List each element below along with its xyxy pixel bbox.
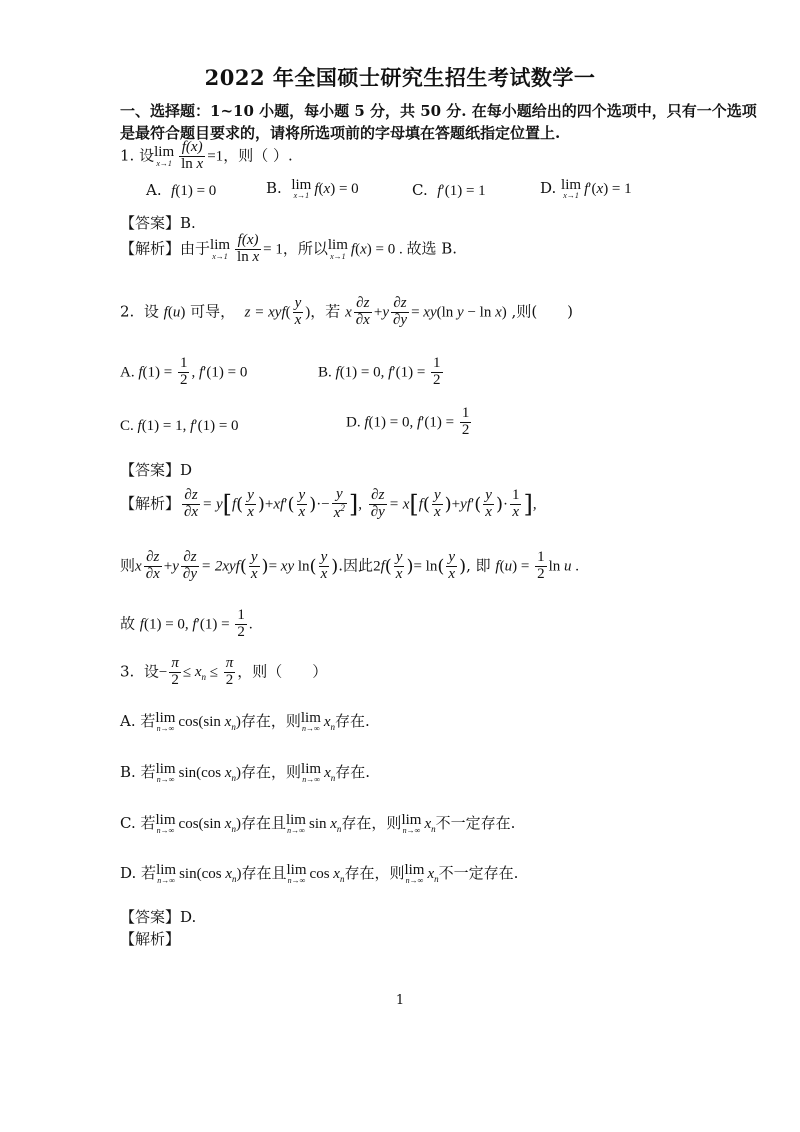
question-3-option-c[interactable]: C. 若lim n→∞ cos(sin $x_n$)存在且lim n→∞ $\sin x_n$存在，则lim n→∞ $x_n$不一定存在. [120,812,516,836]
answer-label: 【答案】 [120,214,181,232]
analysis-label: 【解析】 [120,930,181,948]
question-1-stem: 1. 设lim x→1 $\frac{f(x)}{\text{ln x}}$ =1，则（ ）. [120,139,293,172]
question-3-option-a[interactable]: A. 若lim n→∞ cos(sin $x_n$)存在，则lim n→∞ $x_n$存在. [120,710,370,734]
question-3-option-b[interactable]: B. 若lim n→∞ sin(cos $x_n$)存在，则lim n→∞ $x_n$存在. [120,761,371,785]
question-2-option-a[interactable]: A. f(1) = $\frac{1}{2}$ , f′(1) = 0 [120,355,248,388]
question-3-stem: 3. 设− $\frac{\pi}{2}$ ≤ $x_n$ ≤ $\frac{\pi}{2}$ ，则（ ） [120,655,328,688]
question-1-number: 1. [120,146,135,165]
question-1-option-c[interactable]: C. f′(1) = 1 [412,181,486,199]
question-3-analysis [120,928,180,949]
analysis-label: 【解析】 [120,239,181,258]
question-3-option-d[interactable]: D. 若lim n→∞ sin(cos $x_n$)存在且lim n→∞ $\cos x_n$存在，则lim n→∞ $x_n$不一定存在. [120,862,519,886]
question-1-analysis: 【解析】由于lim x→1 $\frac{f(x)}{\text{ln x}}$ = 1，所以lim x→1 f(x) = 0 . 故选 B. [120,232,458,265]
question-2-stem: 2. 设 f(u) 可导， z = xyf( $\frac{y}{x}$ )，若 x $\frac{\partial z}{\partial x}$ +y $\frac{\partial z}{\partial y}$ = xy(ln y − ln x) ,则( ) [120,295,574,328]
question-2-answer: 【答案】D [120,461,193,479]
question-2-option-d[interactable]: D. f(1) = 0, f′(1) = $\frac{1}{2}$ [346,405,470,438]
question-3-number: 3. [120,662,135,681]
section-header-line-2: 是最符合题目要求的，请将所选项前的字母填在答题纸指定位置上. [120,124,561,142]
question-2-analysis-line-2: 则x $\frac{\partial z}{\partial x}$ +y $\frac{\partial z}{\partial y}$ = 2xyf( $\frac{y}{x}$ )= xy ln( $\frac{y}{x}$ ).因此2f( $\frac{y}{x}$ )= ln( $\frac{y}{x}$ ), 即 f(u) = $\frac{1}{2}$ ln u . [120,549,579,582]
answer-label: 【答案】 [120,908,181,926]
answer-label: 【答案】 [120,461,181,479]
question-3-answer: 【答案】D. [120,908,197,926]
section-header-line-1: 一、选择题：1~10 小题，每小题 5 分，共 50 分. 在每小题给出的四个选项中，只有一个选项 [120,102,757,120]
question-2-option-c[interactable]: C. f(1) = 1, f′(1) = 0 [120,418,239,434]
question-1-option-a[interactable]: A. f(1) = 0 [146,181,217,199]
question-2-option-b[interactable]: B. f(1) = 0, f′(1) = $\frac{1}{2}$ [318,355,441,388]
analysis-label: 【解析】 [120,494,181,513]
question-1-answer: 【答案】B. [120,214,196,232]
question-2-analysis-line-1: 【解析】 $\frac{\partial z}{\partial x}$ = y[f( $\frac{y}{x}$ )+xf′( $\frac{y}{x}$ )·− $\frac{y}{x^2}$ ], $\frac{\partial z}{\partial y}$ = x[f( $\frac{y}{x}$ )+yf′( $\frac{y}{x}$ )· $\frac{1}{x}$ ], [120,486,537,521]
page-number: 1 [395,993,405,1008]
question-2-analysis-line-3: 故 f(1) = 0, f′(1) = $\frac{1}{2}$ . [120,607,253,640]
page-title: 2022 年全国硕士研究生招生考试数学一 [204,65,596,90]
question-1-option-d[interactable]: D. lim x→1 f′(x) = 1 [540,177,632,201]
question-1-option-b[interactable]: B. lim x→1 f(x) = 0 [266,177,359,201]
question-2-number: 2. [120,302,135,321]
